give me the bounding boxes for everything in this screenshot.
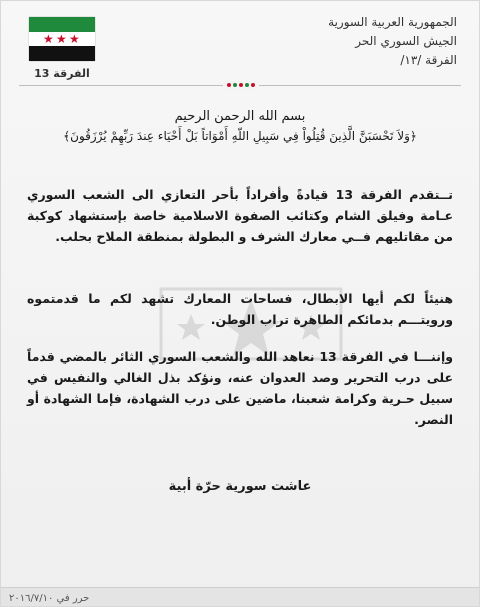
letterhead <box>237 13 457 70</box>
flag-star-icon: ★ <box>43 32 54 46</box>
closing-slogan: عاشت سورية حرّة أبية <box>168 479 312 494</box>
quran-verse: ﴿وَلاَ تَحْسَبَنَّ الَّذِينَ قُتِلُواْ فِي سَبِيلِ اللّهِ أَمْوَاتاً بَلْ أَحْيَاء عِندَ رَبِّهِمْ يُرْزَقُونَ﴾ <box>63 129 417 143</box>
issue-date: حرر في ٢٠١٦/٧/١٠ <box>9 593 90 604</box>
division-label: الفرقة 13 <box>34 67 90 80</box>
paragraph-pledge: وإننـــا في الفرقة 13 نعاهد الله والشعب السوري الثائر بالمضي قدماً على درب التحرير وصد العدوان عنه، ونؤكد بذل الغالي والنفيس في سبيل حـرية وكرامة شعبنا، ماضين على درب الشهادة، فإما الشهادة أو النصر. <box>27 349 454 427</box>
basmala: بسم الله الرحمن الرحيم <box>174 109 306 124</box>
divider-dots-icon <box>223 81 259 89</box>
flag-star-icon: ★ <box>69 32 80 46</box>
flag-star-icon: ★ <box>56 32 67 46</box>
paragraph-condolence: تــتقدم الفرقة 13 قيادةً وأفراداً بأحر التعازي الى الشعب السوري عـامة وفيلق الشام وكتائب الصفوة الاسلامية خاصة بإستشهاد كوكبة من مقاتليهم فــي معارك الشرف و البطولة بمنطقة الملاح بحلب. <box>27 187 453 244</box>
unit-reference: الفرقة /١٣/ <box>400 53 457 67</box>
syrian-flag-icon <box>29 17 95 61</box>
army-name: الجيش السوري الحر <box>355 34 457 48</box>
country-name: الجمهورية العربية السورية <box>328 15 457 29</box>
paragraph-tribute: هنيئاً لكم أيها الابطال، فساحات المعارك تشهد لكم ما قدمتموه ورويتـــم بدمائكم الطاهرة تراب الوطن. <box>27 291 453 327</box>
